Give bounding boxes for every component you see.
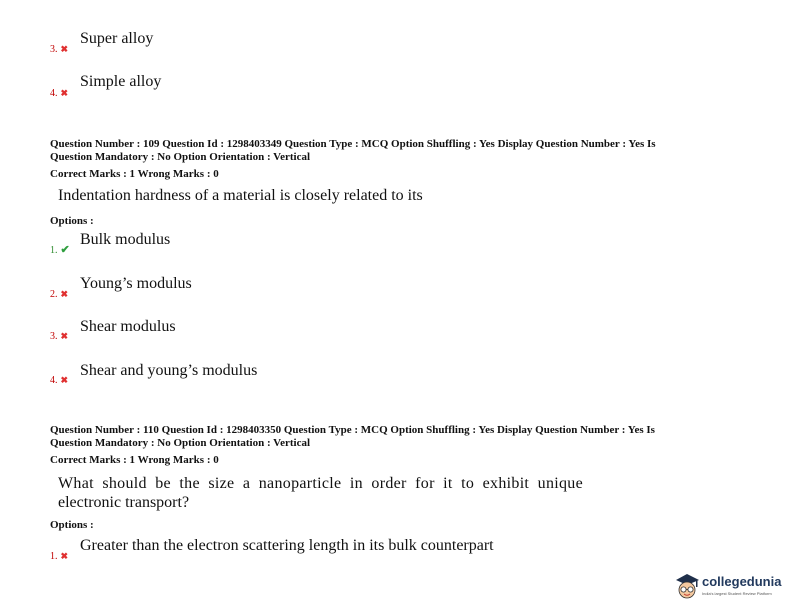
question-marks: Correct Marks : 1 Wrong Marks : 0 [50, 168, 219, 180]
wrong-mark-icon: ✖ [60, 551, 69, 561]
wrong-mark-icon: ✖ [60, 331, 69, 341]
option-text: Super alloy [80, 30, 154, 47]
question-text: Indentation hardness of a material is closely related to its [58, 187, 423, 204]
wrong-mark-icon: ✖ [60, 88, 69, 98]
wrong-mark-icon: ✖ [60, 375, 69, 385]
correct-check-icon: ✔ [60, 244, 70, 256]
option-text: Shear and young’s modulus [80, 362, 258, 379]
question-meta-line: Question Mandatory : No Option Orientation : Vertical [50, 437, 311, 449]
question-text-line: electronic transport? [58, 494, 190, 511]
option-text: Simple alloy [80, 73, 162, 90]
question-text-line: What should be the size a nanoparticle in order for it to exhibit unique [58, 475, 583, 492]
question-meta-line: Question Number : 110 Question Id : 1298403350 Question Type : MCQ Option Shuffling : Yes Display Question Number : Yes Is [50, 424, 655, 436]
collegedunia-watermark [672, 570, 790, 606]
option-number: 4. ✖ [50, 88, 69, 99]
option-number: 1. ✔ [50, 244, 70, 256]
question-meta-line: Question Number : 109 Question Id : 1298403349 Question Type : MCQ Option Shuffling : Yes Display Question Number : Yes Is [50, 138, 656, 150]
option-text: Greater than the electron scattering length in its bulk counterpart [80, 537, 494, 554]
wrong-mark-icon: ✖ [60, 289, 69, 299]
brand-name: collegedunia [702, 574, 782, 589]
options-label: Options : [50, 215, 94, 227]
option-number: 1. ✖ [50, 551, 69, 562]
wrong-mark-icon: ✖ [60, 44, 69, 54]
question-text [58, 474, 583, 512]
option-text: Young’s modulus [80, 275, 192, 292]
brand-tagline: India's largest Student Review Platform [702, 591, 772, 596]
question-meta-line: Question Mandatory : No Option Orientation : Vertical [50, 151, 311, 163]
option-text: Shear modulus [80, 318, 176, 335]
question-meta [50, 424, 655, 450]
question-meta [50, 138, 656, 164]
option-number: 4. ✖ [50, 375, 69, 386]
options-label: Options : [50, 519, 94, 531]
option-number: 3. ✖ [50, 331, 69, 342]
option-number: 2. ✖ [50, 289, 69, 300]
option-text: Bulk modulus [80, 231, 171, 248]
option-number: 3. ✖ [50, 44, 69, 55]
mascot-logo-icon [672, 570, 702, 602]
question-marks: Correct Marks : 1 Wrong Marks : 0 [50, 454, 219, 466]
